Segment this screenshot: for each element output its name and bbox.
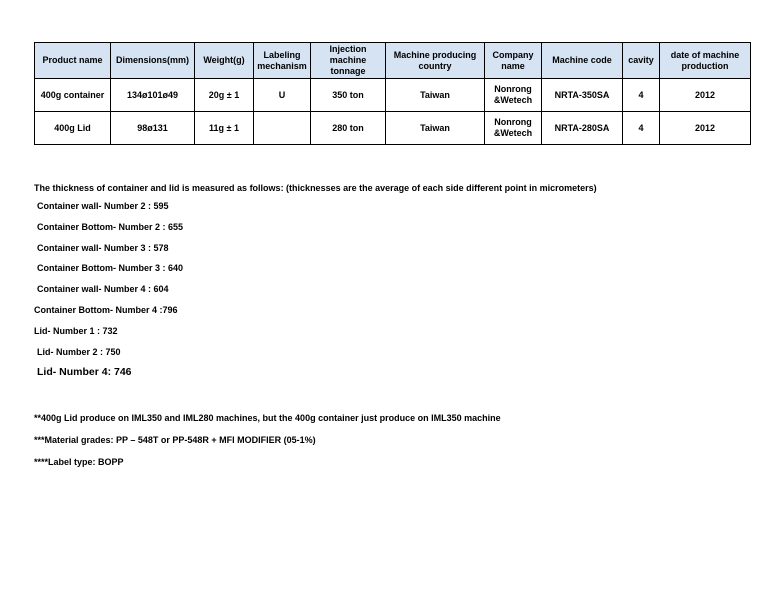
measurement-line: Lid- Number 1 : 732: [34, 325, 118, 336]
cell-product-name: 400g container: [35, 79, 111, 112]
cell-company-name: Nonrong &Wetech: [485, 112, 542, 145]
measurement-line: Lid- Number 2 : 750: [37, 346, 121, 357]
footnote-label-type: ****Label type: BOPP: [34, 457, 124, 467]
header-machine-code: Machine code: [542, 43, 623, 79]
measurement-line: Lid- Number 4: 746: [37, 366, 132, 379]
measurement-line: Container Bottom- Number 3 : 640: [37, 263, 184, 274]
header-cavity: cavity: [623, 43, 660, 79]
header-injection-tonnage: Injection machine tonnage: [311, 43, 386, 79]
measurement-line: Container wall- Number 2 : 595: [37, 201, 169, 211]
header-dimensions: Dimensions(mm): [111, 43, 195, 79]
thickness-intro: The thickness of container and lid is measured as follows: (thicknesses are the average of each side different point in micrometers): [34, 183, 597, 193]
cell-machine-code: NRTA-280SA: [542, 112, 623, 145]
measurement-line: Container wall- Number 4 : 604: [37, 284, 169, 295]
header-machine-country: Machine producing country: [386, 43, 485, 79]
measurement-line: Container Bottom- Number 2 : 655: [37, 221, 184, 232]
cell-dimensions: 98ø131: [111, 112, 195, 145]
header-product-name: Product name: [35, 43, 111, 79]
measurement-line: Container Bottom- Number 4 :796: [34, 304, 178, 315]
table-row: [35, 112, 751, 145]
header-production-date: date of machine production: [660, 43, 751, 79]
footnote-material-grades: ***Material grades: PP – 548T or PP-548R + MFI MODIFIER (05-1%): [34, 435, 316, 445]
footnotes: [34, 411, 501, 477]
cell-dimensions: 134ø101ø49: [111, 79, 195, 112]
cell-labeling-mechanism: [254, 112, 311, 145]
cell-product-name: 400g Lid: [35, 112, 111, 145]
cell-cavity: 4: [623, 112, 660, 145]
table-row: [35, 79, 751, 112]
cell-production-date: 2012: [660, 79, 751, 112]
cell-weight: 11g ± 1: [195, 112, 254, 145]
specification-table: [34, 42, 751, 145]
cell-injection-tonnage: 280 ton: [311, 112, 386, 145]
cell-machine-code: NRTA-350SA: [542, 79, 623, 112]
thickness-notes: [34, 183, 754, 386]
cell-company-name: Nonrong &Wetech: [485, 79, 542, 112]
cell-machine-country: Taiwan: [386, 112, 485, 145]
header-labeling-mechanism: Labeling mechanism: [254, 43, 311, 79]
cell-production-date: 2012: [660, 112, 751, 145]
cell-cavity: 4: [623, 79, 660, 112]
cell-injection-tonnage: 350 ton: [311, 79, 386, 112]
footnote-machines: **400g Lid produce on IML350 and IML280 machines, but the 400g container just produce on IML350 machine: [34, 413, 501, 423]
header-weight: Weight(g): [195, 43, 254, 79]
header-company-name: Company name: [485, 43, 542, 79]
cell-weight: 20g ± 1: [195, 79, 254, 112]
table-header-row: [35, 43, 751, 79]
cell-machine-country: Taiwan: [386, 79, 485, 112]
cell-labeling-mechanism: U: [254, 79, 311, 112]
measurement-line: Container wall- Number 3 : 578: [37, 242, 169, 253]
